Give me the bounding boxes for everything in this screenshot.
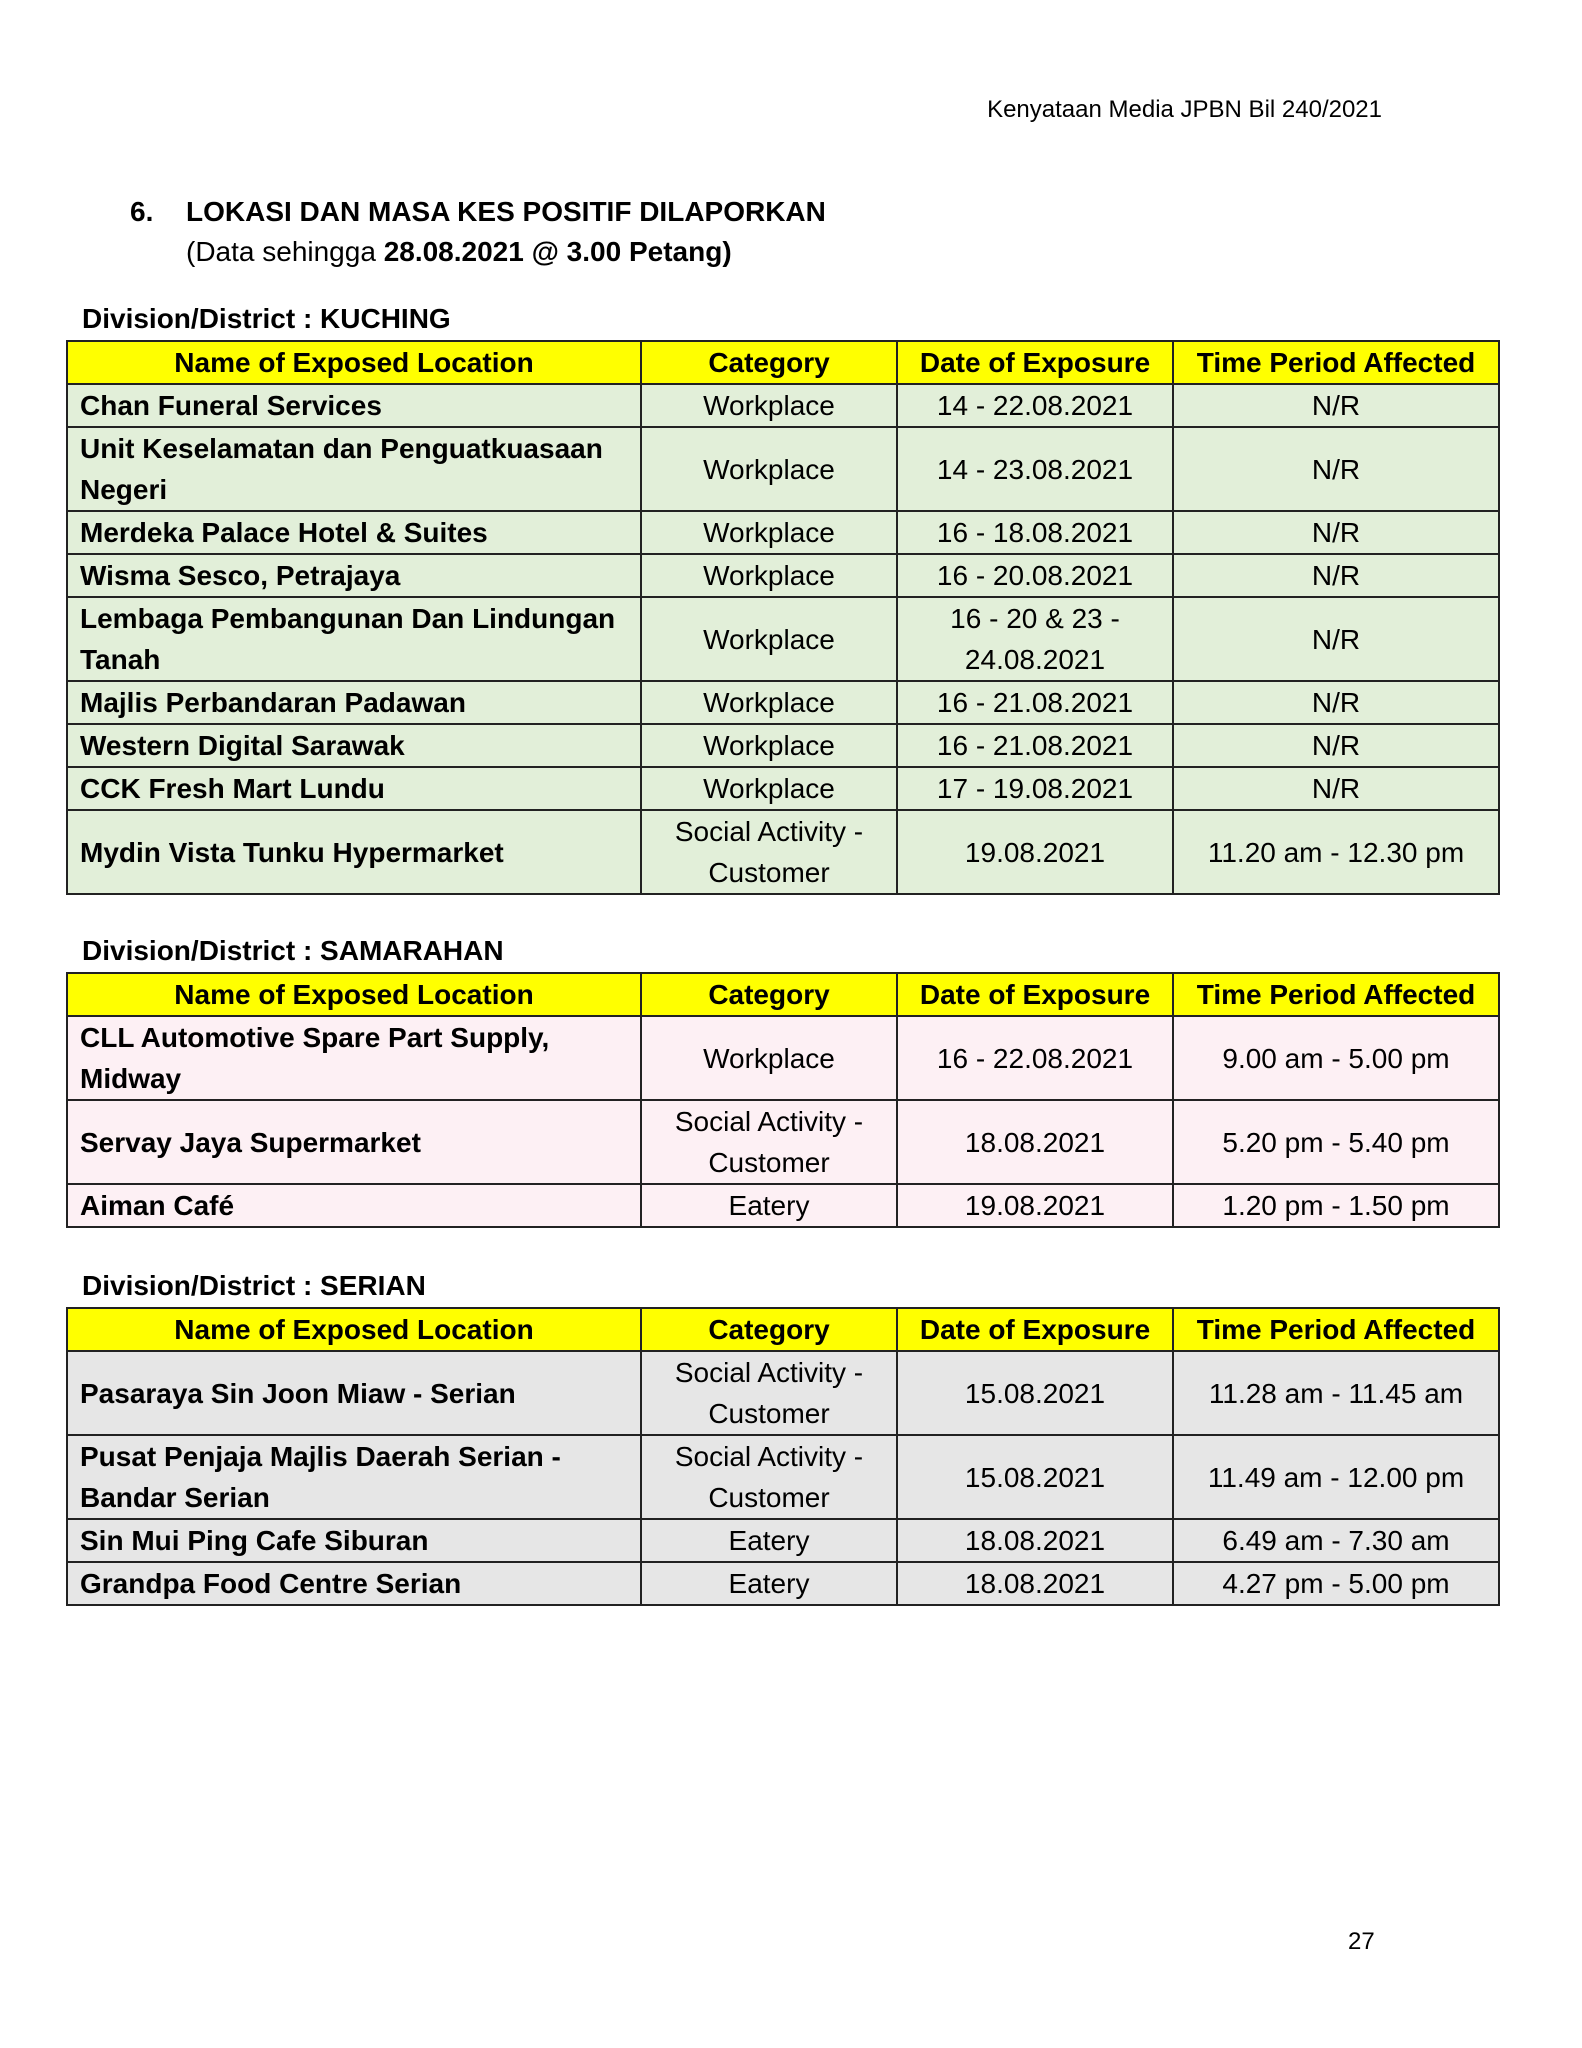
table-row <box>67 511 1499 554</box>
location-cell: CLL Automotive Spare Part Supply, Midway <box>67 1016 641 1100</box>
category-cell: Workplace <box>641 681 897 724</box>
table-row <box>67 1435 1499 1519</box>
time-cell: N/R <box>1173 597 1499 681</box>
location-cell: Servay Jaya Supermarket <box>67 1100 641 1184</box>
time-cell: N/R <box>1173 511 1499 554</box>
date-cell: 16 - 18.08.2021 <box>897 511 1173 554</box>
table-row <box>67 810 1499 894</box>
location-cell: Western Digital Sarawak <box>67 724 641 767</box>
category-cell: Workplace <box>641 597 897 681</box>
header-date: Date of Exposure <box>897 341 1173 384</box>
table-row <box>67 1016 1499 1100</box>
date-cell: 16 - 21.08.2021 <box>897 681 1173 724</box>
exposure-table <box>66 1307 1500 1606</box>
date-cell: 15.08.2021 <box>897 1435 1173 1519</box>
section-subtitle <box>186 232 826 272</box>
header-location: Name of Exposed Location <box>67 341 641 384</box>
location-cell: Wisma Sesco, Petrajaya <box>67 554 641 597</box>
category-cell: Social Activity - Customer <box>641 810 897 894</box>
time-cell: 11.28 am - 11.45 am <box>1173 1351 1499 1435</box>
table-row <box>67 1562 1499 1605</box>
time-cell: N/R <box>1173 724 1499 767</box>
time-cell: 9.00 am - 5.00 pm <box>1173 1016 1499 1100</box>
category-cell: Workplace <box>641 511 897 554</box>
category-cell: Eatery <box>641 1562 897 1605</box>
category-cell: Workplace <box>641 724 897 767</box>
exposure-table <box>66 340 1500 895</box>
section-number: 6. <box>130 196 154 227</box>
district-serian <box>66 1265 1498 1606</box>
table-row <box>67 1519 1499 1562</box>
document-reference: Kenyataan Media JPBN Bil 240/2021 <box>987 96 1382 123</box>
date-cell: 19.08.2021 <box>897 810 1173 894</box>
location-cell: Pasaraya Sin Joon Miaw - Serian <box>67 1351 641 1435</box>
location-cell: Mydin Vista Tunku Hypermarket <box>67 810 641 894</box>
header-time: Time Period Affected <box>1173 341 1499 384</box>
header-date: Date of Exposure <box>897 973 1173 1016</box>
header-date: Date of Exposure <box>897 1308 1173 1351</box>
district-label: Division/District : KUCHING <box>82 303 451 334</box>
category-cell: Workplace <box>641 554 897 597</box>
table-row <box>67 384 1499 427</box>
time-cell: 11.20 am - 12.30 pm <box>1173 810 1499 894</box>
page-number: 27 <box>1348 1928 1375 1955</box>
category-cell: Social Activity - Customer <box>641 1435 897 1519</box>
category-cell: Workplace <box>641 427 897 511</box>
date-cell: 15.08.2021 <box>897 1351 1173 1435</box>
header-category: Category <box>641 973 897 1016</box>
table-row <box>67 724 1499 767</box>
date-cell: 14 - 23.08.2021 <box>897 427 1173 511</box>
date-cell: 16 - 22.08.2021 <box>897 1016 1173 1100</box>
time-cell: 5.20 pm - 5.40 pm <box>1173 1100 1499 1184</box>
table-row <box>67 1100 1499 1184</box>
table-header-row <box>67 341 1499 384</box>
table-row <box>67 1351 1499 1435</box>
date-cell: 18.08.2021 <box>897 1100 1173 1184</box>
time-cell: 4.27 pm - 5.00 pm <box>1173 1562 1499 1605</box>
header-time: Time Period Affected <box>1173 1308 1499 1351</box>
time-cell: N/R <box>1173 384 1499 427</box>
time-cell: N/R <box>1173 681 1499 724</box>
date-cell: 18.08.2021 <box>897 1519 1173 1562</box>
table-row <box>67 1184 1499 1227</box>
location-cell: Pusat Penjaja Majlis Daerah Serian - Bandar Serian <box>67 1435 641 1519</box>
table-row <box>67 767 1499 810</box>
exposure-table <box>66 972 1500 1228</box>
time-cell: 6.49 am - 7.30 am <box>1173 1519 1499 1562</box>
district-kuching <box>66 298 1498 895</box>
category-cell: Workplace <box>641 1016 897 1100</box>
date-cell: 16 - 21.08.2021 <box>897 724 1173 767</box>
date-cell: 14 - 22.08.2021 <box>897 384 1173 427</box>
subtitle-date: 28.08.2021 @ 3.00 Petang) <box>383 236 732 267</box>
table-row <box>67 427 1499 511</box>
table-header-row <box>67 1308 1499 1351</box>
category-cell: Workplace <box>641 384 897 427</box>
date-cell: 16 - 20.08.2021 <box>897 554 1173 597</box>
header-category: Category <box>641 341 897 384</box>
section-heading <box>130 192 826 272</box>
date-cell: 18.08.2021 <box>897 1562 1173 1605</box>
subtitle-prefix: (Data sehingga <box>186 236 384 267</box>
location-cell: Aiman Café <box>67 1184 641 1227</box>
location-cell: Merdeka Palace Hotel & Suites <box>67 511 641 554</box>
table-header-row <box>67 973 1499 1016</box>
location-cell: Lembaga Pembangunan Dan Lindungan Tanah <box>67 597 641 681</box>
date-cell: 16 - 20 & 23 - 24.08.2021 <box>897 597 1173 681</box>
header-location: Name of Exposed Location <box>67 973 641 1016</box>
category-cell: Eatery <box>641 1519 897 1562</box>
time-cell: N/R <box>1173 427 1499 511</box>
category-cell: Workplace <box>641 767 897 810</box>
location-cell: Chan Funeral Services <box>67 384 641 427</box>
location-cell: CCK Fresh Mart Lundu <box>67 767 641 810</box>
table-row <box>67 597 1499 681</box>
time-cell: 11.49 am - 12.00 pm <box>1173 1435 1499 1519</box>
district-samarahan <box>66 930 1498 1228</box>
district-label: Division/District : SERIAN <box>82 1270 426 1301</box>
time-cell: 1.20 pm - 1.50 pm <box>1173 1184 1499 1227</box>
category-cell: Social Activity - Customer <box>641 1351 897 1435</box>
district-label: Division/District : SAMARAHAN <box>82 935 504 966</box>
table-row <box>67 681 1499 724</box>
category-cell: Social Activity - Customer <box>641 1100 897 1184</box>
time-cell: N/R <box>1173 767 1499 810</box>
category-cell: Eatery <box>641 1184 897 1227</box>
time-cell: N/R <box>1173 554 1499 597</box>
location-cell: Majlis Perbandaran Padawan <box>67 681 641 724</box>
table-row <box>67 554 1499 597</box>
header-time: Time Period Affected <box>1173 973 1499 1016</box>
location-cell: Grandpa Food Centre Serian <box>67 1562 641 1605</box>
date-cell: 17 - 19.08.2021 <box>897 767 1173 810</box>
date-cell: 19.08.2021 <box>897 1184 1173 1227</box>
location-cell: Unit Keselamatan dan Penguatkuasaan Negeri <box>67 427 641 511</box>
header-location: Name of Exposed Location <box>67 1308 641 1351</box>
header-category: Category <box>641 1308 897 1351</box>
location-cell: Sin Mui Ping Cafe Siburan <box>67 1519 641 1562</box>
section-title: LOKASI DAN MASA KES POSITIF DILAPORKAN <box>186 196 826 227</box>
